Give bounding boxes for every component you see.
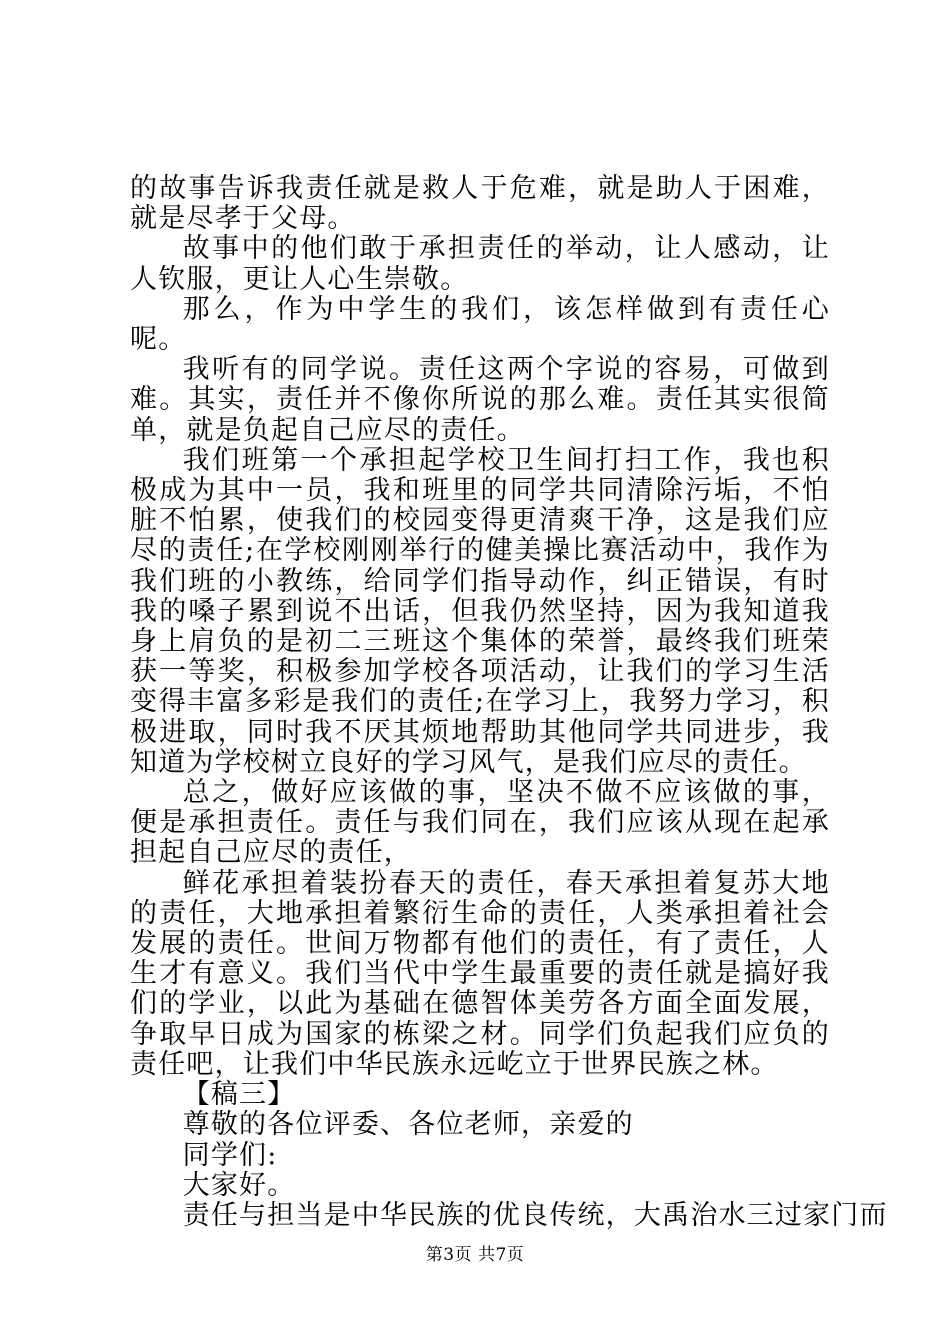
paragraph-admiration: 故事中的他们敢于承担责任的举动，让人感动，让人钦服，更让人心生崇敬。 — [130, 233, 830, 295]
paragraph-tradition-start: 责任与担当是中华民族的优良传统，大禹治水三过家门而 — [182, 1199, 888, 1231]
page-number-footer: 第3页 共7页 — [425, 1245, 525, 1265]
salutation-classmates: 同学们: — [182, 1139, 278, 1171]
paragraph-responsibility-simple: 我听有的同学说。责任这两个字说的容易，可做到难。其实，责任并不像你所说的那么难。责任其实很简单，就是负起自己应尽的责任。 — [130, 354, 830, 446]
paragraph-question: 那么，作为中学生的我们，该怎样做到有责任心呢。 — [130, 293, 830, 356]
paragraph-summary: 总之，做好应该做的事，坚决不做不应该做的事，便是承担责任。责任与我们同在，我们应该从现在起承担起自己应尽的责任， — [130, 777, 830, 869]
paragraph-class-examples: 我们班第一个承担起学校卫生间打扫工作，我也积极成为其中一员，我和班里的同学共同清除污垢，不怕脏不怕累，使我们的校园变得更清爽干净，这是我们应尽的责任;在学校刚刚举行的健美操比赛活动中，我作为我们班的小教练，给同学们指导动作，纠正错误，有时我的嗓子累到说不出话，但我仍然坚持，因为我知道我身上肩负的是初二三班这个集体的荣誉，最终我们班荣获一等奖，积极参加学校各项活动，让我们的学习生活变得丰富多彩是我们的责任;在学习上，我努力学习，积极进取，同时我不厌其烦地帮助其他同学共同进步，我知道为学校树立良好的学习风气，是我们应尽的责任。 — [130, 444, 830, 778]
paragraph-flowers-spring: 鲜花承担着装扮春天的责任，春天承担着复苏大地的责任，大地承担着繁衍生命的责任，人类承担着社会发展的责任。世间万物都有他们的责任，有了责任，人生才有意义。我们当代中学生最重要的责任就是搞好我们的学业，以此为基础在德智体美劳各方面全面发展，争取早日成为国家的栋梁之材。同学们负起我们应负的责任吧，让我们中华民族永远屹立于世界民族之林。 — [130, 867, 830, 1080]
salutation-judges: 尊敬的各位评委、各位老师，亲爱的 — [182, 1109, 634, 1141]
section-heading-draft-three: 【稿三】 — [182, 1079, 296, 1111]
document-body — [130, 173, 888, 1231]
paragraph-story-conclusion: 的故事告诉我责任就是救人于危难，就是助人于困难，就是尽孝于父母。 — [130, 173, 830, 235]
greeting: 大家好。 — [182, 1169, 296, 1201]
